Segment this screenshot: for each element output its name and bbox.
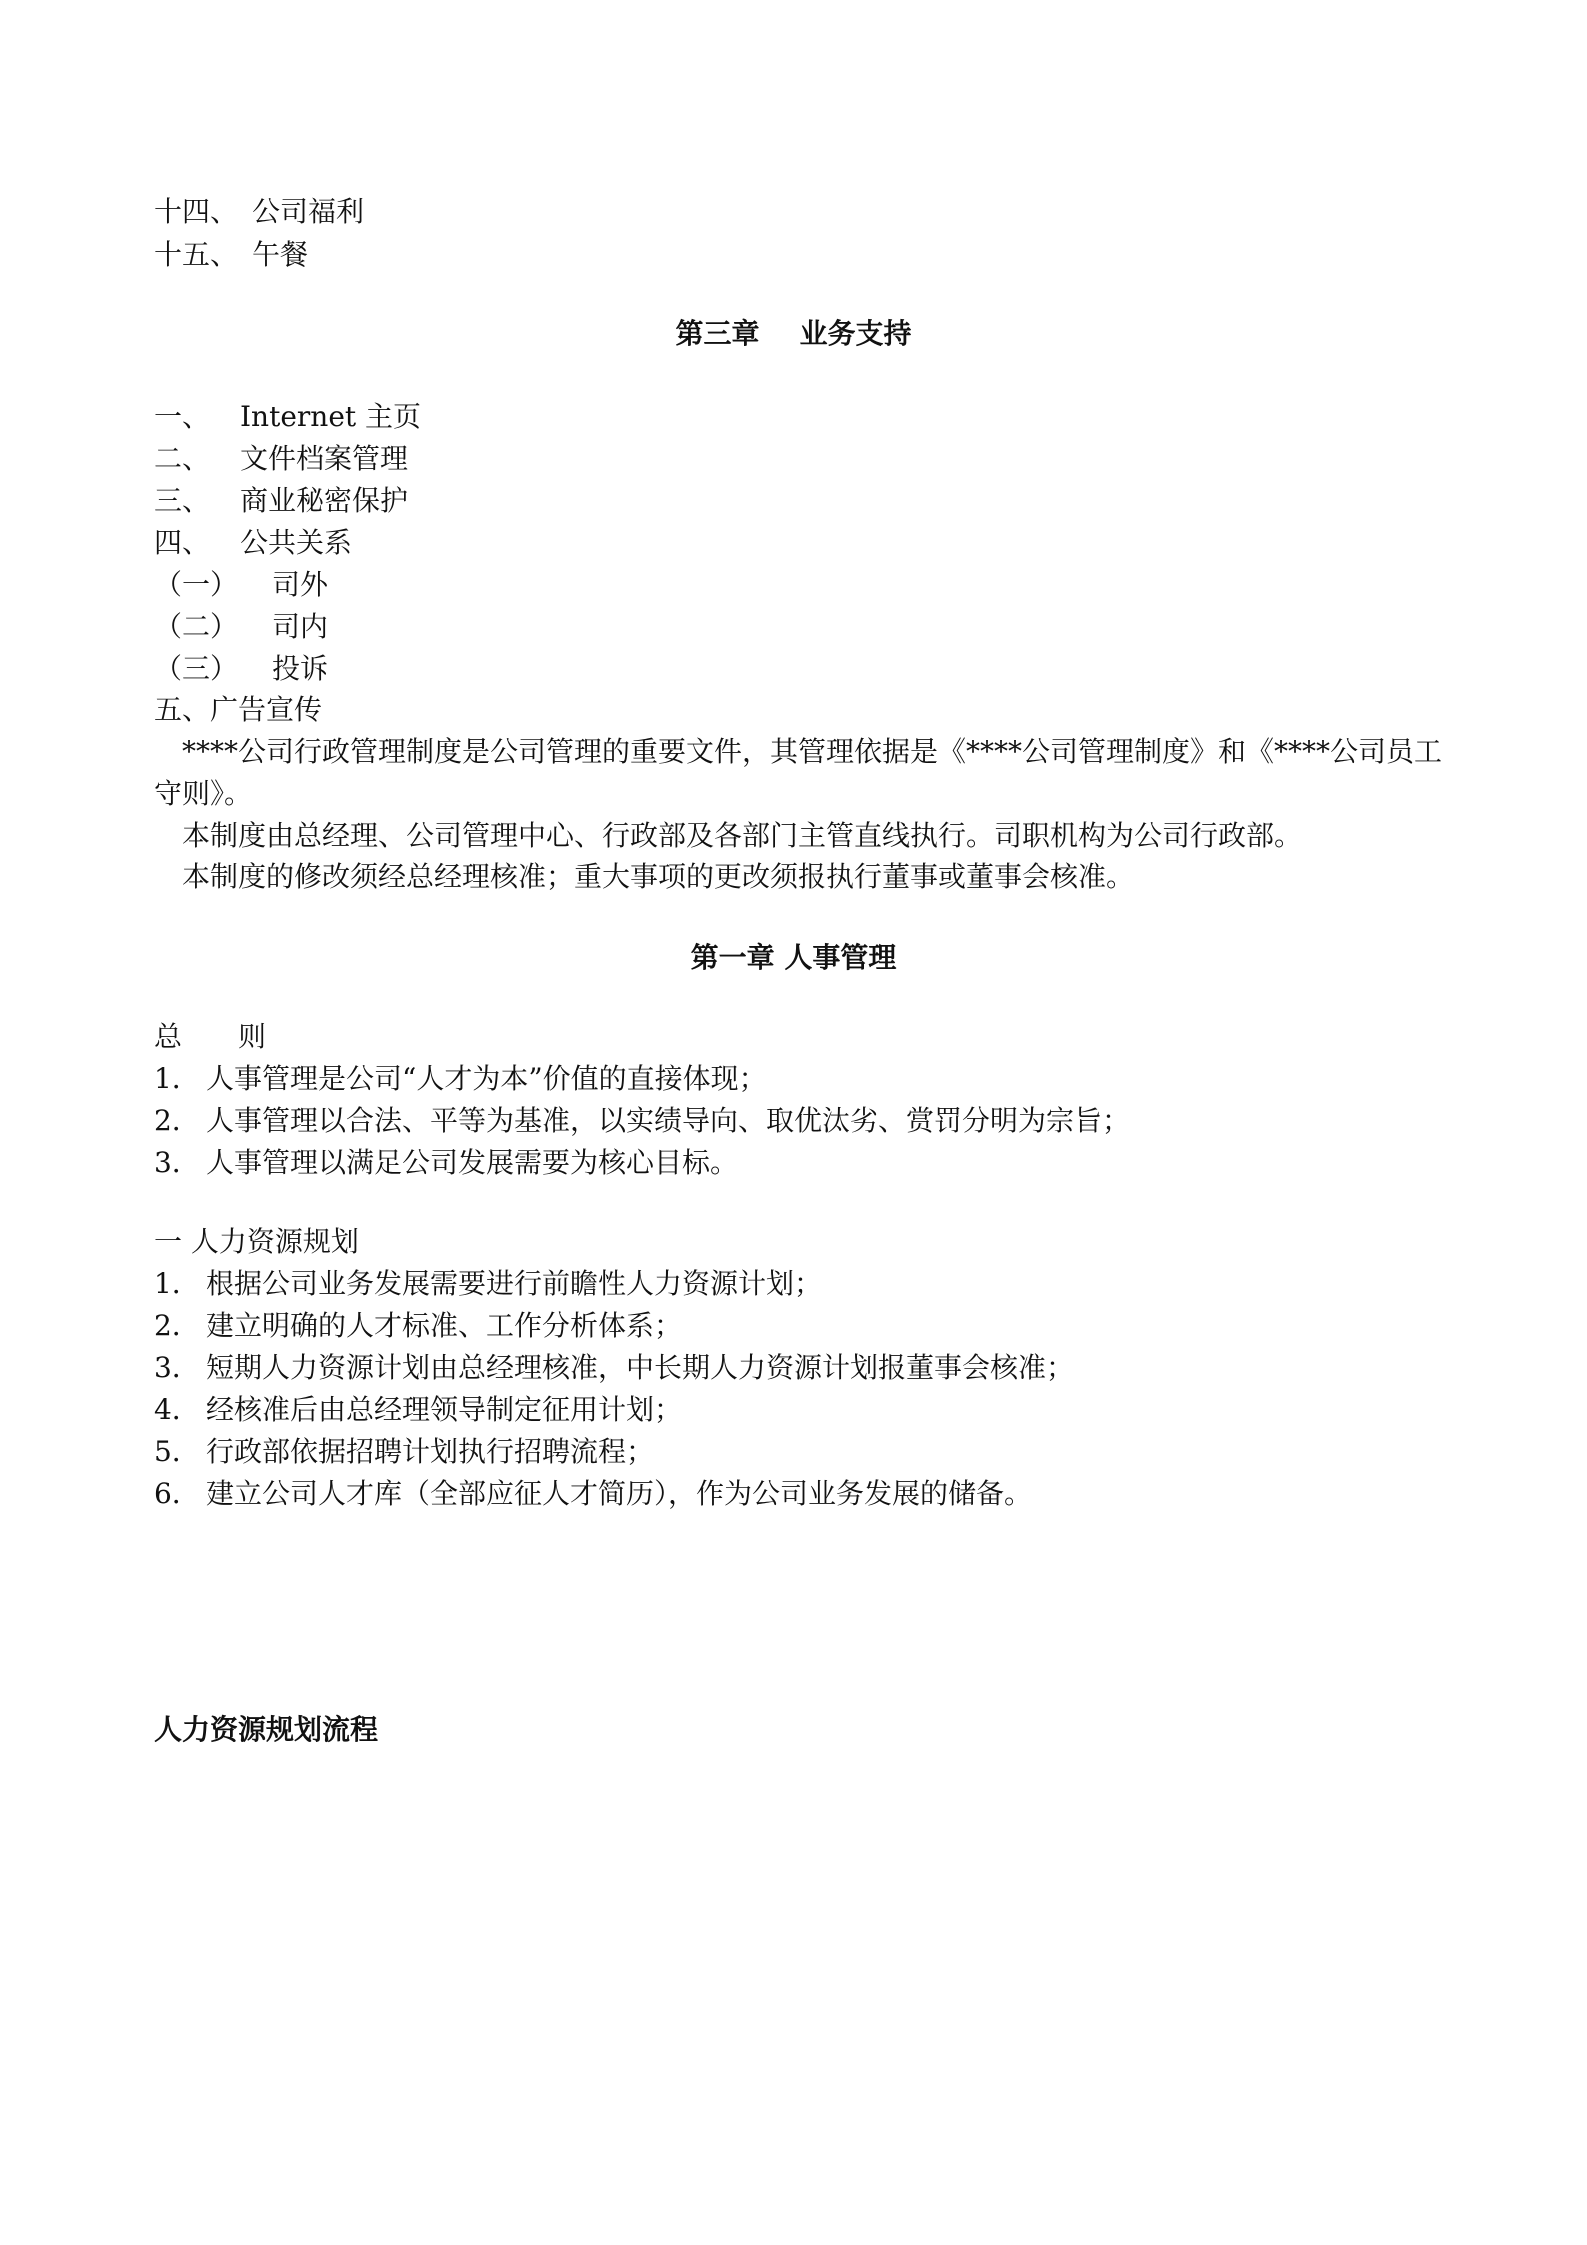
chapter3-item-3 [154, 481, 408, 521]
item-text: 人事管理以满足公司发展需要为核心目标。 [206, 1146, 739, 1179]
item-text: 公共关系 [240, 526, 353, 559]
toc-item-14 [154, 192, 364, 232]
item-text: 行政部依据招聘计划执行招聘流程； [206, 1435, 655, 1468]
toc-item-number: 十四、 [154, 195, 239, 228]
general-item-2 [154, 1101, 1130, 1141]
item-number: 2． [154, 1104, 200, 1137]
item-text: 商业秘密保护 [240, 484, 409, 517]
toc-item-number: 十五、 [154, 238, 239, 271]
item-text: 经核准后由总经理领导制定征用计划； [206, 1393, 683, 1426]
item-text: 人事管理以合法、平等为基准，以实绩导向、取优汰劣、赏罚分明为宗旨； [206, 1104, 1131, 1137]
intro-paragraph-3: 本制度的修改须经总经理核准；重大事项的更改须报执行董事或董事会核准。 [182, 860, 1135, 893]
toc-item-15 [154, 235, 308, 275]
item-number: 3． [154, 1351, 200, 1384]
section1-item-6 [154, 1474, 1032, 1514]
item-number: 二、 [154, 442, 211, 475]
subitem-text: 投诉 [272, 652, 329, 685]
chapter3-heading [0, 314, 1587, 354]
item-text: 短期人力资源计划由总经理核准，中长期人力资源计划报董事会核准； [206, 1351, 1075, 1384]
item-text: 根据公司业务发展需要进行前瞻性人力资源计划； [206, 1267, 823, 1300]
subitem-text: 司外 [272, 568, 329, 601]
item-text: 建立公司人才库（全部应征人才简历），作为公司业务发展的储备。 [206, 1477, 1033, 1510]
subitem-number: （二） [154, 610, 239, 643]
item-text: Internet 主页 [240, 400, 422, 433]
item-number: 一、 [154, 400, 211, 433]
general-principles-label [154, 1017, 266, 1057]
chapter3-subitem-3 [154, 649, 328, 689]
flow-title: 人力资源规划流程 [154, 1713, 379, 1746]
item-number: 1． [154, 1267, 200, 1300]
item-text: 文件档案管理 [240, 442, 409, 475]
toc-item-text: 公司福利 [252, 195, 365, 228]
item-text: 建立明确的人才标准、工作分析体系； [206, 1309, 683, 1342]
item-number: 2． [154, 1309, 200, 1342]
chapter3-item-4 [154, 523, 352, 563]
subitem-text: 司内 [272, 610, 329, 643]
section1-item-3 [154, 1348, 1074, 1388]
item-number: 1． [154, 1062, 200, 1095]
section1-item-2 [154, 1306, 682, 1346]
general-item-1 [154, 1059, 767, 1099]
general-label-b: 则 [238, 1020, 267, 1053]
section1-title: 一 人力资源规划 [154, 1225, 359, 1258]
chapter3-item-1 [154, 397, 421, 437]
intro-paragraph-1: ****公司行政管理制度是公司管理的重要文件，其管理依据是《****公司管理制度》和《****公司员工守则》。 [154, 735, 1443, 810]
item-number: 6． [154, 1477, 200, 1510]
chapter3-item-2 [154, 439, 408, 479]
item-number: 四、 [154, 526, 211, 559]
item-number: 3． [154, 1146, 200, 1179]
chapter3-item-5 [154, 690, 322, 730]
section1-item-4 [154, 1390, 682, 1430]
subitem-number: （三） [154, 652, 239, 685]
subitem-number: （一） [154, 568, 239, 601]
chapter3-title: 业务支持 [799, 317, 912, 350]
section1-item-1 [154, 1264, 822, 1304]
intro-paragraph-2: 本制度由总经理、公司管理中心、行政部及各部门主管直线执行。司职机构为公司行政部。 [182, 819, 1303, 852]
toc-item-text: 午餐 [252, 238, 309, 271]
item-number: 4． [154, 1393, 200, 1426]
general-label-a: 总 [154, 1020, 183, 1053]
item-text: 人事管理是公司“人才为本”价值的直接体现； [206, 1062, 767, 1095]
general-item-3 [154, 1143, 738, 1183]
item-number: 三、 [154, 484, 211, 517]
chapter3-subitem-1 [154, 565, 328, 605]
chapter3-label: 第三章 [675, 317, 760, 350]
chapter1-heading: 第一章 人事管理 [690, 941, 897, 974]
item-text: 五、广告宣传 [154, 693, 323, 726]
section1-item-5 [154, 1432, 654, 1472]
chapter3-subitem-2 [154, 607, 328, 647]
item-number: 5． [154, 1435, 200, 1468]
